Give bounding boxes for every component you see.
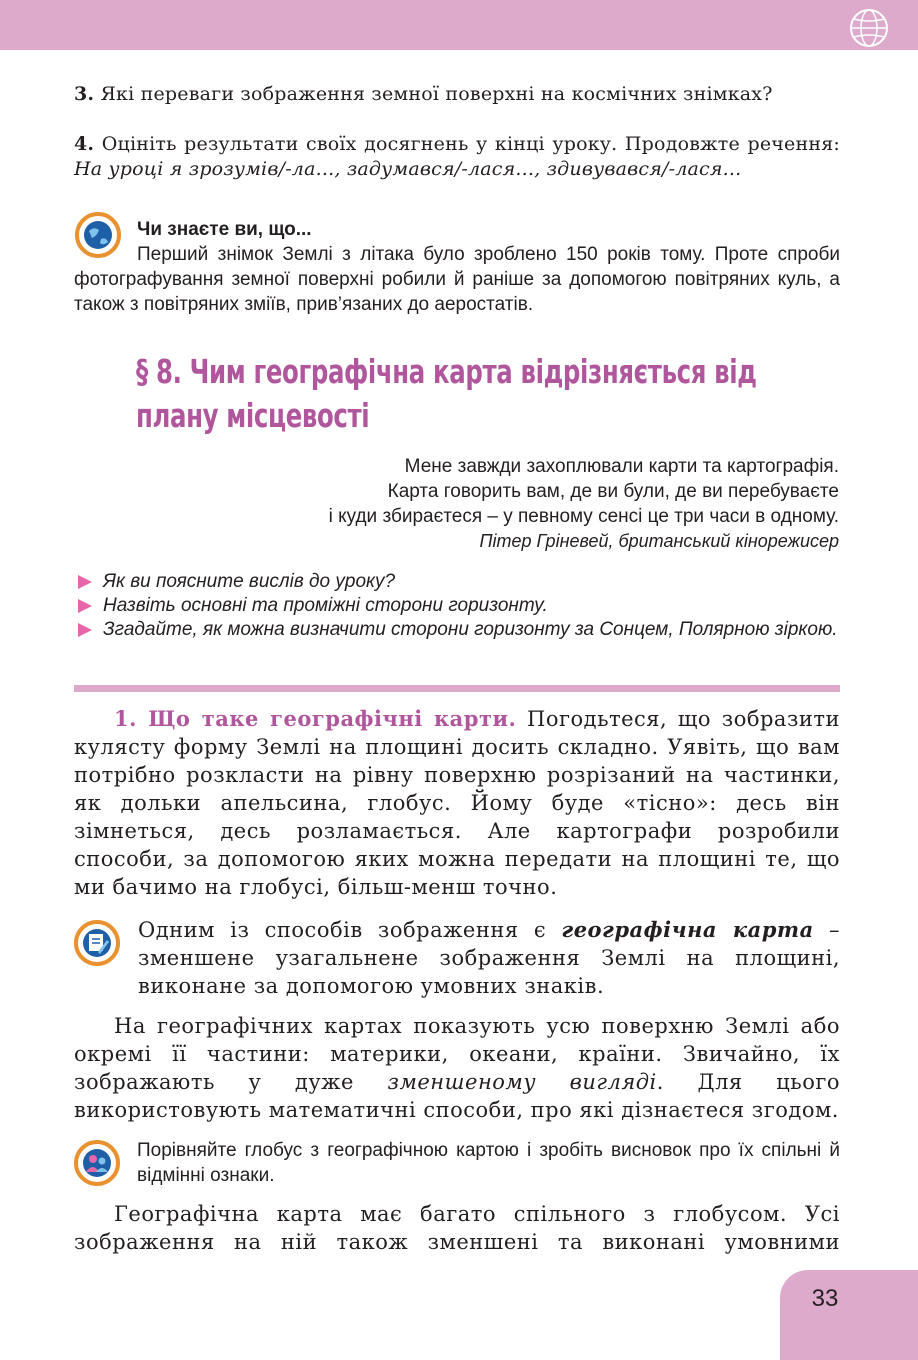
question-4: [74, 132, 840, 182]
definition-text: Одним із способів зображення є географічна карта – зменшене узагальнене зображення Землі на площині, виконане за допомогою умовних знаків.: [138, 917, 840, 998]
question-3: [74, 82, 840, 107]
epigraph: [329, 454, 839, 554]
section-divider: [74, 685, 840, 692]
header-band: [0, 0, 918, 50]
epigraph-line: Мене завжди захоплювали карти та картографія.: [404, 456, 839, 477]
subsection-title: 1. Що таке географічні карти.: [114, 706, 517, 731]
question-number: 3.: [74, 83, 95, 105]
epigraph-line: і куди збираєтеся – у певному сенсі це три часи в одному.: [328, 506, 839, 527]
definition-term: географічна карта: [561, 917, 814, 942]
page-number-tab: [780, 1270, 918, 1360]
question-text: Оцініть результати своїх досягнень у кінці уроку. Продовжте речення:: [94, 133, 840, 155]
list-item: Як ви поясните вислів до уроку?: [76, 570, 842, 594]
paragraph-maps-show: На географічних картах показують усю поверхню Землі або окремі її частини: материки, океани, країни. Звичайно, їх зображають у дуже зменшеному вигляді. Для цього використовують математичні способи, про які дізнаєтеся згодом.: [74, 1014, 840, 1122]
document-pencil-icon: [74, 920, 120, 966]
paragraph-map-vs-globe: Географічна карта має багато спільного з глобусом. Усі зображення на ній також зменшені та виконані умовними: [74, 1202, 840, 1254]
triangle-bullet-icon: [78, 623, 92, 637]
paragraph-what-are-maps: 1. Що таке географічні карти. Погодьтеся, що зобразити кулясту форму Землі на площині досить складно. Уявіть, що вам потрібно розкласти на рівну поверхню розрізаний на частинки, як дольки апельсина, глобус. Йому буде «тісно»: десь він зімнеться, десь розламається. Але картографи розробили способи, за допомогою яких можна передати на площині те, що ми бачимо на глобусі, більш-менш точно.: [74, 706, 841, 899]
list-item: Назвіть основні та проміжні сторони горизонту.: [76, 594, 842, 618]
did-you-know-title: Чи знаєте ви, що...: [137, 219, 312, 240]
question-number: 4.: [74, 133, 95, 155]
task-text: Порівняйте глобус з географічною картою і зробіть висновок про їх спільні й відмінні ознаки.: [137, 1140, 840, 1186]
page-number: 33: [811, 1285, 839, 1312]
triangle-bullet-icon: [78, 575, 92, 589]
group-work-icon: [74, 1140, 120, 1186]
epigraph-line: Карта говорить вам, де ви були, де ви перебуваєте: [387, 481, 839, 502]
triangle-bullet-icon: [78, 599, 92, 613]
warmup-questions: [76, 570, 842, 642]
globe-icon: [849, 8, 889, 48]
did-you-know-text: Перший знімок Землі з літака було зроблено 150 років тому. Проте спроби фотографування земної поверхні робили й раніше за допомогою повітряних куль, а також з повітряних зміїв, прив’язаних до аеростатів.: [74, 244, 840, 315]
section-heading: § 8. Чим географічна карта відрізняється від плану місцевості: [136, 352, 757, 435]
question-text: Які переваги зображення земної поверхні на космічних знімках?: [94, 83, 773, 105]
list-item: Згадайте, як можна визначити сторони горизонту за Сонцем, Полярною зіркою.: [76, 618, 842, 642]
epigraph-author: Пітер Гріневей, британський кінорежисер: [479, 531, 839, 551]
question-italic: На уроці я зрозумів/-ла..., задумався/-лася..., здивувався/-лася...: [74, 158, 742, 180]
